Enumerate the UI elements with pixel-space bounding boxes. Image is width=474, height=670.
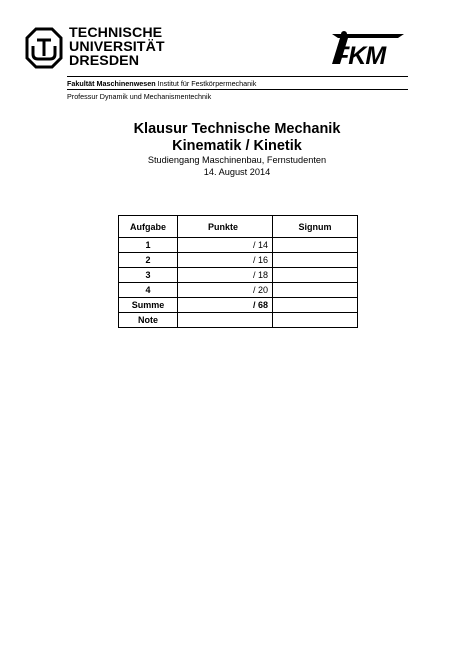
column-header-task: Aufgabe [119,216,178,238]
signature-cell [273,283,358,298]
header-rule [67,76,408,77]
points-cell: / 18 [178,268,273,283]
study-program: Studiengang Maschinenbau, Fernstudenten [147,155,327,165]
task-cell: 4 [119,283,178,298]
signature-cell [273,313,358,328]
points-cell: / 16 [178,253,273,268]
fkm-logo-text: FKM [334,42,386,70]
exam-subtitle: Kinematik / Kinetik [172,138,302,154]
faculty-line [67,79,256,88]
table-header-row [119,216,358,238]
header-rule [67,89,408,90]
faculty-name: Fakultät Maschinenwesen [67,79,156,88]
task-cell: Summe [119,298,178,313]
signature-cell [273,298,358,313]
points-cell [178,313,273,328]
points-cell: / 14 [178,238,273,253]
table-row [119,283,358,298]
grading-table [118,215,358,328]
signature-cell [273,253,358,268]
task-cell: 2 [119,253,178,268]
table-row [119,238,358,253]
task-cell: 1 [119,238,178,253]
professorship-name: Professur Dynamik und Mechanismentechnik [67,92,212,101]
institute-name: Institut für Festkörpermechanik [157,79,257,88]
signature-cell [273,268,358,283]
university-line: DRESDEN [69,53,140,70]
task-cell: Note [119,313,178,328]
task-cell: 3 [119,268,178,283]
table-row-grade [119,313,358,328]
column-header-signature: Signum [273,216,358,238]
signature-cell [273,238,358,253]
exam-title: Klausur Technische Mechanik [133,121,341,137]
university-line: TECHNISCHE [69,25,163,41]
tu-dresden-wordmark [69,26,165,69]
university-line: UNIVERSITÄT [69,39,165,56]
exam-date: 14. August 2014 [203,167,271,177]
points-cell: / 68 [178,298,273,313]
table-row [119,268,358,283]
points-cell: / 20 [178,283,273,298]
column-header-points: Punkte [178,216,273,238]
table-row [119,253,358,268]
tu-dresden-logo [24,26,64,70]
table-row-total [119,298,358,313]
